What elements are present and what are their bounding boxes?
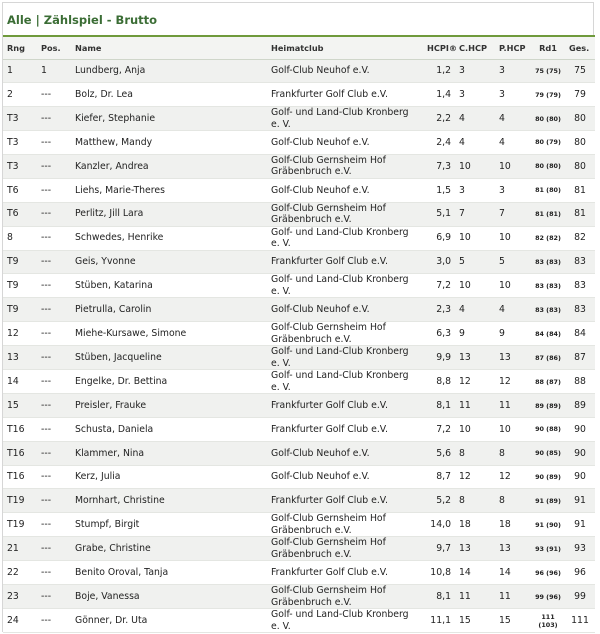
cell-home-club: Golf-Club Neuhof e.V. <box>267 178 423 202</box>
cell-pos: --- <box>37 83 71 107</box>
cell-rank: T16 <box>3 418 37 442</box>
cell-home-club: Golf-Club Gernsheim Hof Gräbenbruch e.V. <box>267 513 423 537</box>
cell-rank: T3 <box>3 131 37 155</box>
cell-rank: 24 <box>3 609 37 633</box>
cell-home-club: Golf-Club Gernsheim Hof Gräbenbruch e.V. <box>267 154 423 178</box>
cell-pos: --- <box>37 609 71 633</box>
cell-rank: T19 <box>3 489 37 513</box>
cell-hcpi: 6,9 <box>423 226 455 250</box>
cell-rank: T6 <box>3 202 37 226</box>
cell-player-name: Geis, Yvonne <box>71 250 267 274</box>
cell-player-name: Schwedes, Henrike <box>71 226 267 250</box>
cell-phcp: 9 <box>495 322 531 346</box>
cell-home-club: Golf- und Land-Club Kronberg e. V. <box>267 609 423 633</box>
col-header-pos[interactable]: Pos. <box>37 36 71 59</box>
table-row[interactable] <box>3 154 595 178</box>
cell-chcp: 8 <box>455 441 495 465</box>
cell-round1: 83 (83) <box>531 250 565 274</box>
cell-player-name: Kerz, Julia <box>71 465 267 489</box>
cell-rank: T3 <box>3 154 37 178</box>
cell-player-name: Grabe, Christine <box>71 537 267 561</box>
cell-home-club: Golf-Club Neuhof e.V. <box>267 441 423 465</box>
cell-rank: 15 <box>3 394 37 418</box>
cell-phcp: 4 <box>495 107 531 131</box>
cell-chcp: 4 <box>455 131 495 155</box>
cell-pos: --- <box>37 274 71 298</box>
cell-rank: T19 <box>3 513 37 537</box>
cell-player-name: Engelke, Dr. Bettina <box>71 370 267 394</box>
cell-chcp: 3 <box>455 59 495 83</box>
cell-hcpi: 8,7 <box>423 465 455 489</box>
cell-chcp: 14 <box>455 561 495 585</box>
cell-chcp: 4 <box>455 298 495 322</box>
cell-hcpi: 5,1 <box>423 202 455 226</box>
cell-pos: --- <box>37 489 71 513</box>
cell-rank: 13 <box>3 346 37 370</box>
cell-player-name: Bolz, Dr. Lea <box>71 83 267 107</box>
table-row[interactable] <box>3 250 595 274</box>
cell-player-name: Lundberg, Anja <box>71 59 267 83</box>
cell-pos: --- <box>37 154 71 178</box>
cell-total: 90 <box>565 465 595 489</box>
cell-hcpi: 10,8 <box>423 561 455 585</box>
table-row[interactable] <box>3 489 595 513</box>
table-row[interactable] <box>3 561 595 585</box>
cell-total: 91 <box>565 489 595 513</box>
cell-phcp: 13 <box>495 346 531 370</box>
cell-rank: 14 <box>3 370 37 394</box>
cell-total: 83 <box>565 250 595 274</box>
cell-round1: 83 (83) <box>531 298 565 322</box>
cell-phcp: 3 <box>495 178 531 202</box>
cell-phcp: 11 <box>495 585 531 609</box>
cell-chcp: 3 <box>455 83 495 107</box>
cell-hcpi: 6,3 <box>423 322 455 346</box>
cell-pos: --- <box>37 131 71 155</box>
cell-player-name: Stüben, Jacqueline <box>71 346 267 370</box>
table-row[interactable] <box>3 226 595 250</box>
table-row[interactable] <box>3 370 595 394</box>
page-title: Alle | Zählspiel - Brutto <box>7 13 158 27</box>
cell-total: 111 <box>565 609 595 633</box>
cell-pos: --- <box>37 370 71 394</box>
cell-home-club: Frankfurter Golf Club e.V. <box>267 418 423 442</box>
cell-hcpi: 11,1 <box>423 609 455 633</box>
cell-total: 83 <box>565 298 595 322</box>
cell-player-name: Boje, Vanessa <box>71 585 267 609</box>
table-row[interactable] <box>3 465 595 489</box>
cell-round1: 81 (81) <box>531 202 565 226</box>
cell-home-club: Frankfurter Golf Club e.V. <box>267 250 423 274</box>
cell-pos: --- <box>37 585 71 609</box>
cell-home-club: Frankfurter Golf Club e.V. <box>267 561 423 585</box>
cell-total: 81 <box>565 178 595 202</box>
cell-chcp: 11 <box>455 585 495 609</box>
cell-home-club: Frankfurter Golf Club e.V. <box>267 489 423 513</box>
table-row[interactable] <box>3 131 595 155</box>
cell-total: 93 <box>565 537 595 561</box>
cell-hcpi: 7,3 <box>423 154 455 178</box>
cell-round1: 91 (89) <box>531 489 565 513</box>
cell-round1: 90 (88) <box>531 418 565 442</box>
table-row[interactable] <box>3 394 595 418</box>
cell-home-club: Golf-Club Neuhof e.V. <box>267 298 423 322</box>
cell-round1: 80 (80) <box>531 154 565 178</box>
cell-total: 91 <box>565 513 595 537</box>
cell-pos: --- <box>37 513 71 537</box>
cell-round1: 82 (82) <box>531 226 565 250</box>
cell-round1: 91 (90) <box>531 513 565 537</box>
cell-chcp: 7 <box>455 202 495 226</box>
cell-phcp: 8 <box>495 441 531 465</box>
cell-home-club: Frankfurter Golf Club e.V. <box>267 83 423 107</box>
table-row[interactable] <box>3 83 595 107</box>
cell-round1: 79 (79) <box>531 83 565 107</box>
cell-hcpi: 14,0 <box>423 513 455 537</box>
cell-player-name: Kiefer, Stephanie <box>71 107 267 131</box>
cell-chcp: 10 <box>455 154 495 178</box>
cell-pos: --- <box>37 394 71 418</box>
cell-rank: T16 <box>3 441 37 465</box>
cell-hcpi: 9,7 <box>423 537 455 561</box>
cell-pos: --- <box>37 346 71 370</box>
cell-total: 80 <box>565 107 595 131</box>
cell-phcp: 10 <box>495 154 531 178</box>
table-row[interactable] <box>3 609 595 633</box>
cell-total: 83 <box>565 274 595 298</box>
cell-home-club: Golf-Club Neuhof e.V. <box>267 59 423 83</box>
cell-total: 84 <box>565 322 595 346</box>
col-header-rd1[interactable]: Rd1 <box>531 36 565 59</box>
table-header <box>3 36 595 59</box>
cell-rank: 21 <box>3 537 37 561</box>
cell-round1: 81 (80) <box>531 178 565 202</box>
cell-rank: 22 <box>3 561 37 585</box>
cell-chcp: 4 <box>455 107 495 131</box>
cell-round1: 90 (89) <box>531 465 565 489</box>
cell-round1: 87 (86) <box>531 346 565 370</box>
cell-hcpi: 9,9 <box>423 346 455 370</box>
cell-hcpi: 3,0 <box>423 250 455 274</box>
cell-rank: T9 <box>3 274 37 298</box>
cell-total: 90 <box>565 418 595 442</box>
cell-phcp: 12 <box>495 370 531 394</box>
cell-player-name: Schusta, Daniela <box>71 418 267 442</box>
table-row[interactable] <box>3 107 595 131</box>
cell-total: 87 <box>565 346 595 370</box>
cell-pos: --- <box>37 250 71 274</box>
table-row[interactable] <box>3 346 595 370</box>
cell-pos: --- <box>37 202 71 226</box>
cell-pos: --- <box>37 537 71 561</box>
cell-pos: 1 <box>37 59 71 83</box>
cell-chcp: 9 <box>455 322 495 346</box>
cell-hcpi: 1,2 <box>423 59 455 83</box>
cell-hcpi: 2,2 <box>423 107 455 131</box>
cell-phcp: 11 <box>495 394 531 418</box>
cell-pos: --- <box>37 465 71 489</box>
cell-chcp: 11 <box>455 394 495 418</box>
cell-phcp: 10 <box>495 418 531 442</box>
cell-round1: 93 (91) <box>531 537 565 561</box>
cell-chcp: 10 <box>455 274 495 298</box>
table-body <box>3 59 595 633</box>
cell-player-name: Perlitz, Jill Lara <box>71 202 267 226</box>
cell-hcpi: 1,5 <box>423 178 455 202</box>
cell-chcp: 12 <box>455 370 495 394</box>
cell-home-club: Golf- und Land-Club Kronberg e. V. <box>267 107 423 131</box>
cell-pos: --- <box>37 322 71 346</box>
cell-phcp: 15 <box>495 609 531 633</box>
cell-total: 75 <box>565 59 595 83</box>
cell-home-club: Frankfurter Golf Club e.V. <box>267 394 423 418</box>
cell-hcpi: 5,6 <box>423 441 455 465</box>
table-row[interactable] <box>3 322 595 346</box>
table-row[interactable] <box>3 178 595 202</box>
cell-home-club: Golf-Club Gernsheim Hof Gräbenbruch e.V. <box>267 585 423 609</box>
cell-hcpi: 5,2 <box>423 489 455 513</box>
cell-round1: 83 (83) <box>531 274 565 298</box>
cell-player-name: Stumpf, Birgit <box>71 513 267 537</box>
cell-round1: 99 (96) <box>531 585 565 609</box>
cell-pos: --- <box>37 418 71 442</box>
cell-round1: 111 (103) <box>531 609 565 633</box>
cell-chcp: 3 <box>455 178 495 202</box>
table-row[interactable] <box>3 537 595 561</box>
cell-hcpi: 2,4 <box>423 131 455 155</box>
cell-round1: 96 (96) <box>531 561 565 585</box>
col-header-chcp[interactable]: C.HCP <box>455 36 495 59</box>
results-panel <box>2 2 594 632</box>
cell-player-name: Miehe-Kursawe, Simone <box>71 322 267 346</box>
cell-hcpi: 7,2 <box>423 274 455 298</box>
cell-pos: --- <box>37 107 71 131</box>
cell-round1: 89 (89) <box>531 394 565 418</box>
table-row[interactable] <box>3 202 595 226</box>
results-table <box>3 35 595 633</box>
cell-rank: T16 <box>3 465 37 489</box>
col-header-name[interactable]: Name <box>71 36 267 59</box>
cell-total: 90 <box>565 441 595 465</box>
cell-hcpi: 8,1 <box>423 394 455 418</box>
cell-rank: 1 <box>3 59 37 83</box>
cell-pos: --- <box>37 441 71 465</box>
cell-chcp: 5 <box>455 250 495 274</box>
cell-home-club: Golf-Club Gernsheim Hof Gräbenbruch e.V. <box>267 537 423 561</box>
cell-home-club: Golf- und Land-Club Kronberg e. V. <box>267 274 423 298</box>
cell-phcp: 3 <box>495 59 531 83</box>
cell-rank: 2 <box>3 83 37 107</box>
cell-phcp: 14 <box>495 561 531 585</box>
cell-chcp: 12 <box>455 465 495 489</box>
cell-rank: 12 <box>3 322 37 346</box>
cell-hcpi: 8,1 <box>423 585 455 609</box>
cell-player-name: Preisler, Frauke <box>71 394 267 418</box>
cell-total: 79 <box>565 83 595 107</box>
cell-player-name: Klammer, Nina <box>71 441 267 465</box>
cell-player-name: Gönner, Dr. Uta <box>71 609 267 633</box>
cell-phcp: 12 <box>495 465 531 489</box>
cell-home-club: Golf-Club Neuhof e.V. <box>267 465 423 489</box>
cell-player-name: Pietrulla, Carolin <box>71 298 267 322</box>
cell-total: 96 <box>565 561 595 585</box>
cell-total: 80 <box>565 131 595 155</box>
cell-round1: 75 (75) <box>531 59 565 83</box>
cell-chcp: 8 <box>455 489 495 513</box>
cell-home-club: Golf- und Land-Club Kronberg e. V. <box>267 346 423 370</box>
table-row[interactable] <box>3 59 595 83</box>
table-row[interactable] <box>3 513 595 537</box>
cell-home-club: Golf- und Land-Club Kronberg e. V. <box>267 370 423 394</box>
table-row[interactable] <box>3 298 595 322</box>
table-row[interactable] <box>3 418 595 442</box>
cell-phcp: 13 <box>495 537 531 561</box>
cell-round1: 88 (87) <box>531 370 565 394</box>
cell-pos: --- <box>37 298 71 322</box>
cell-chcp: 13 <box>455 537 495 561</box>
cell-player-name: Kanzler, Andrea <box>71 154 267 178</box>
col-header-hcpi[interactable]: HCPI® <box>423 36 455 59</box>
cell-hcpi: 2,3 <box>423 298 455 322</box>
table-row[interactable] <box>3 274 595 298</box>
cell-total: 89 <box>565 394 595 418</box>
cell-player-name: Matthew, Mandy <box>71 131 267 155</box>
cell-player-name: Benito Oroval, Tanja <box>71 561 267 585</box>
col-header-ges[interactable]: Ges. <box>565 36 595 59</box>
col-header-rng[interactable]: Rng <box>3 36 37 59</box>
cell-total: 99 <box>565 585 595 609</box>
cell-chcp: 10 <box>455 418 495 442</box>
cell-home-club: Golf-Club Gernsheim Hof Gräbenbruch e.V. <box>267 202 423 226</box>
cell-total: 88 <box>565 370 595 394</box>
cell-rank: T6 <box>3 178 37 202</box>
cell-rank: T3 <box>3 107 37 131</box>
cell-phcp: 4 <box>495 298 531 322</box>
cell-phcp: 4 <box>495 131 531 155</box>
cell-chcp: 15 <box>455 609 495 633</box>
cell-player-name: Mornhart, Christine <box>71 489 267 513</box>
cell-phcp: 3 <box>495 83 531 107</box>
cell-round1: 80 (80) <box>531 107 565 131</box>
cell-pos: --- <box>37 561 71 585</box>
cell-pos: --- <box>37 178 71 202</box>
cell-home-club: Golf-Club Neuhof e.V. <box>267 131 423 155</box>
cell-rank: 8 <box>3 226 37 250</box>
col-header-phcp[interactable]: P.HCP <box>495 36 531 59</box>
cell-player-name: Liehs, Marie-Theres <box>71 178 267 202</box>
cell-phcp: 8 <box>495 489 531 513</box>
cell-total: 81 <box>565 202 595 226</box>
table-row[interactable] <box>3 441 595 465</box>
cell-hcpi: 7,2 <box>423 418 455 442</box>
cell-phcp: 7 <box>495 202 531 226</box>
cell-round1: 90 (85) <box>531 441 565 465</box>
cell-hcpi: 8,8 <box>423 370 455 394</box>
cell-total: 82 <box>565 226 595 250</box>
cell-round1: 80 (79) <box>531 131 565 155</box>
cell-home-club: Golf- und Land-Club Kronberg e. V. <box>267 226 423 250</box>
cell-total: 80 <box>565 154 595 178</box>
cell-rank: T9 <box>3 298 37 322</box>
cell-chcp: 13 <box>455 346 495 370</box>
cell-chcp: 18 <box>455 513 495 537</box>
cell-phcp: 5 <box>495 250 531 274</box>
table-row[interactable] <box>3 585 595 609</box>
col-header-club[interactable]: Heimatclub <box>267 36 423 59</box>
cell-phcp: 10 <box>495 274 531 298</box>
cell-phcp: 10 <box>495 226 531 250</box>
cell-chcp: 10 <box>455 226 495 250</box>
cell-rank: 23 <box>3 585 37 609</box>
cell-round1: 84 (84) <box>531 322 565 346</box>
cell-pos: --- <box>37 226 71 250</box>
cell-rank: T9 <box>3 250 37 274</box>
cell-hcpi: 1,4 <box>423 83 455 107</box>
cell-phcp: 18 <box>495 513 531 537</box>
cell-home-club: Golf-Club Gernsheim Hof Gräbenbruch e.V. <box>267 322 423 346</box>
cell-player-name: Stüben, Katarina <box>71 274 267 298</box>
